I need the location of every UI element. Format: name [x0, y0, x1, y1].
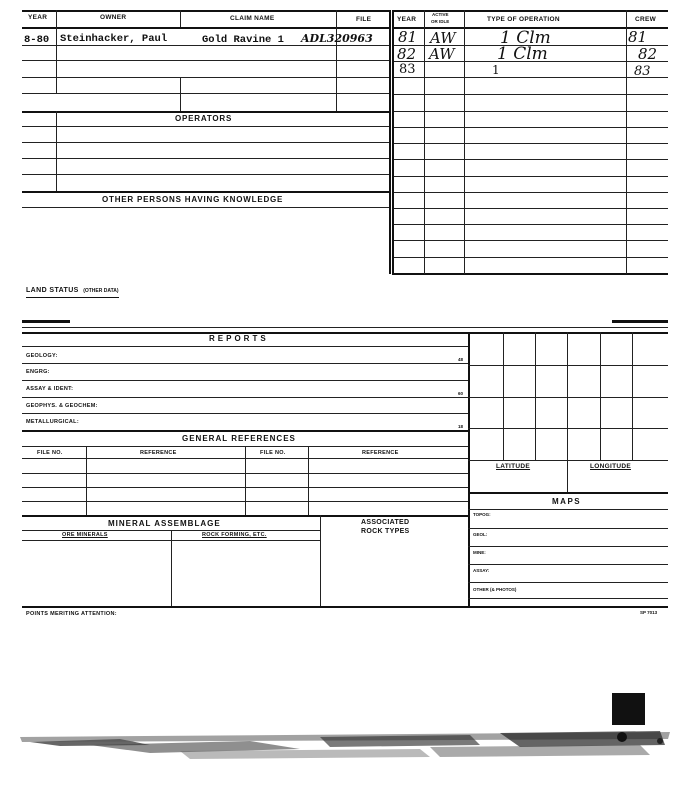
history-operation-1: 1 Clm — [500, 28, 551, 48]
reports-engrg: ENGRG: — [26, 369, 50, 375]
operators-label: OPERATORS — [175, 114, 233, 123]
entry-year: 8-80 — [24, 34, 50, 46]
tear-line-right — [612, 320, 668, 323]
land-status — [26, 279, 119, 298]
history-crew-2: 82 — [638, 45, 658, 63]
maps-topog: TOPOG: — [473, 512, 491, 517]
header-file: FILE — [356, 16, 372, 23]
tear-line — [22, 320, 70, 323]
entry-claim-name: Gold Ravine 1 — [202, 34, 284, 46]
header-year-2: YEAR — [397, 16, 417, 23]
maps-geol: GEOL: — [473, 532, 488, 537]
reports-geophys: GEOPHYS. & GEOCHEM: — [26, 403, 98, 409]
history-crew-1: 81 — [628, 28, 648, 46]
other-persons-label: OTHER PERSONS HAVING KNOWLEDGE — [102, 195, 284, 204]
history-status-2: AW — [429, 45, 455, 63]
reports-geology: GEOLOGY: — [26, 353, 58, 359]
form-code: SP 7013 — [640, 610, 658, 615]
general-references-title: GENERAL REFERENCES — [182, 434, 296, 443]
header-claim-name: CLAIM NAME — [230, 15, 275, 22]
history-operation-2: 1 Clm — [497, 44, 548, 64]
header-owner: OWNER — [100, 14, 127, 21]
reports-title: REPORTS — [209, 334, 269, 343]
scan-artifact-strip — [0, 715, 678, 775]
header-active: ACTIVE — [432, 12, 449, 17]
header-type-of-operation: TYPE OF OPERATION — [487, 16, 560, 23]
rock-types-label: ROCK TYPES — [361, 528, 410, 535]
gen-ref-file-no-1: FILE NO. — [37, 450, 63, 456]
gen-ref-reference-1: REFERENCE — [140, 450, 177, 456]
history-status-1: AW — [430, 29, 456, 47]
history-year-2: 82 — [397, 45, 417, 63]
gen-ref-reference-2: REFERENCE — [362, 450, 399, 456]
mineral-assemblage-title: MINERAL ASSEMBLAGE — [108, 519, 221, 528]
ore-minerals-label: ORE MINERALS — [62, 532, 108, 538]
reports-num-18: 18 — [458, 424, 464, 429]
rock-forming-label: ROCK FORMING, ETC. — [202, 532, 267, 538]
header-or-idle: OR IDLE — [431, 19, 450, 24]
gen-ref-file-no-2: FILE NO. — [260, 450, 286, 456]
longitude-label: LONGITUDE — [590, 463, 631, 470]
maps-title: MAPS — [552, 497, 582, 506]
header-year: YEAR — [28, 14, 48, 21]
history-operation-3: 1 — [492, 63, 500, 77]
maps-assay: ASSAY: — [473, 568, 490, 573]
maps-mine: MINE: — [473, 550, 486, 555]
points-meriting-attention: POINTS MERITING ATTENTION: — [26, 611, 117, 617]
entry-owner: Steinhacker, Paul — [60, 33, 168, 45]
header-crew: CREW — [635, 16, 657, 23]
land-status-sub: (OTHER DATA) — [83, 288, 119, 294]
entry-file: ADL320963 — [301, 32, 373, 45]
history-year-1: 81 — [398, 28, 418, 46]
history-crew-3: 83 — [634, 64, 651, 79]
land-status-label: LAND STATUS — [26, 287, 79, 294]
reports-num-60: 60 — [458, 391, 464, 396]
history-year-3: 83 — [399, 62, 416, 77]
maps-other: OTHER (& PHOTOS) — [473, 587, 517, 592]
reports-num-48: 48 — [458, 357, 464, 362]
reports-metallurgical: METALLURGICAL: — [26, 419, 79, 425]
associated-label: ASSOCIATED — [361, 519, 410, 526]
latitude-label: LATITUDE — [496, 463, 531, 470]
reports-assay: ASSAY & IDENT: — [26, 386, 74, 392]
